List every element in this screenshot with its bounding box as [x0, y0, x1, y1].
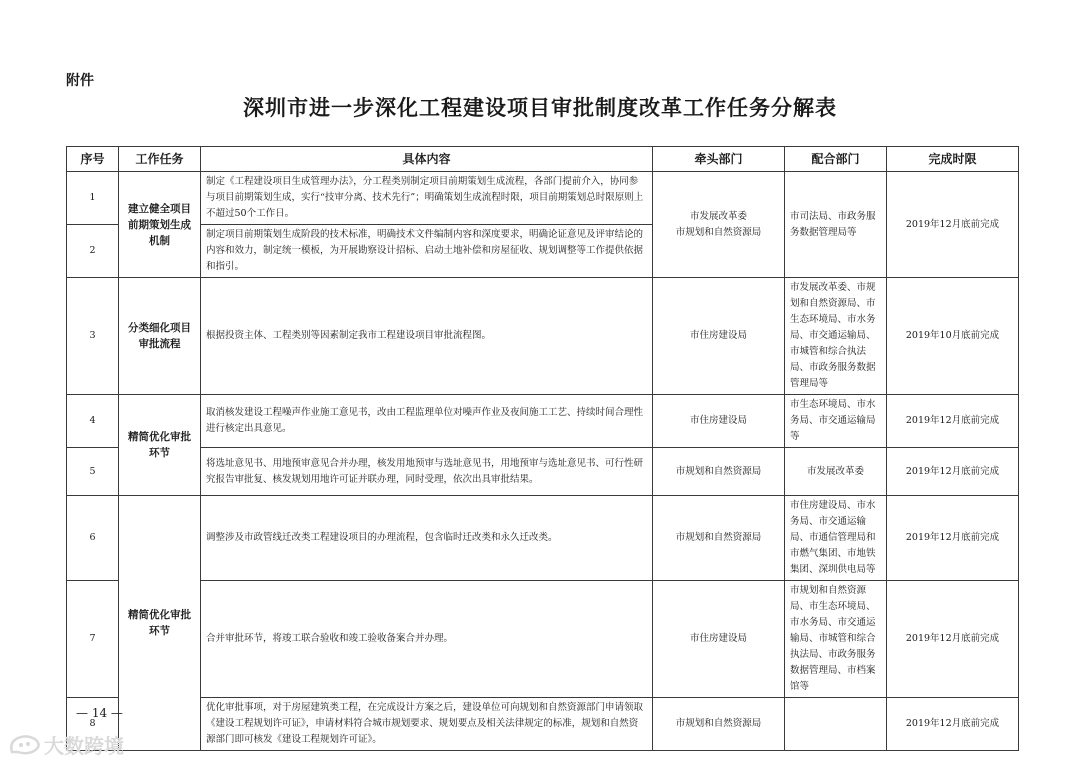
row-lead: 市住房建设局 — [653, 278, 785, 395]
header-seq: 序号 — [67, 147, 119, 172]
table-header-row — [67, 147, 1019, 172]
table-row — [67, 581, 1019, 698]
row-seq: 2 — [67, 225, 119, 278]
row-deadline: 2019年12月底前完成 — [887, 496, 1019, 581]
row-seq: 8 — [67, 698, 119, 751]
row-coop — [785, 698, 887, 751]
row-seq: 5 — [67, 448, 119, 496]
row-coop: 市住房建设局、市水务局、市交通运输局、市通信管理局和市燃气集团、市地铁集团、深圳供电局等 — [785, 496, 887, 581]
table-row — [67, 448, 1019, 496]
row-task: 精简优化审批环节 — [119, 395, 201, 496]
row-lead: 市发展改革委 市规划和自然资源局 — [653, 172, 785, 278]
watermark-text: 大数跨境 — [44, 734, 124, 758]
row-deadline: 2019年10月底前完成 — [887, 278, 1019, 395]
page-number: — 14 — — [76, 706, 123, 720]
row-deadline: 2019年12月底前完成 — [887, 172, 1019, 278]
row-lead: 市住房建设局 — [653, 395, 785, 448]
row-deadline: 2019年12月底前完成 — [887, 395, 1019, 448]
row-lead: 市规划和自然资源局 — [653, 448, 785, 496]
bubble-logo-icon — [8, 732, 42, 758]
table-row — [67, 172, 1019, 225]
table-row — [67, 395, 1019, 448]
row-lead: 市住房建设局 — [653, 581, 785, 698]
row-content: 调整涉及市政管线迁改类工程建设项目的办理流程，包含临时迁改类和永久迁改类。 — [201, 496, 653, 581]
row-seq: 1 — [67, 172, 119, 225]
row-seq: 6 — [67, 496, 119, 581]
row-content: 制定项目前期策划生成阶段的技术标准，明确技术文件编制内容和深度要求，明确论证意见及评审结论的内容和效力，制定统一模板，为开展勘察设计招标、启动土地补偿和房屋征收、规划调整等工作提供依据和指引。 — [201, 225, 653, 278]
header-content: 具体内容 — [201, 147, 653, 172]
row-deadline: 2019年12月底前完成 — [887, 448, 1019, 496]
row-content: 合并审批环节，将竣工联合验收和竣工验收备案合并办理。 — [201, 581, 653, 698]
header-deadline: 完成时限 — [887, 147, 1019, 172]
row-coop: 市司法局、市政务服务数据管理局等 — [785, 172, 887, 278]
document-title: 深圳市进一步深化工程建设项目审批制度改革工作任务分解表 — [243, 95, 837, 120]
row-lead: 市规划和自然资源局 — [653, 496, 785, 581]
row-content: 取消核发建设工程噪声作业施工意见书，改由工程监理单位对噪声作业及夜间施工工艺、持续时间合理性进行核定出具意见。 — [201, 395, 653, 448]
table-row — [67, 278, 1019, 395]
row-seq: 3 — [67, 278, 119, 395]
row-coop: 市生态环境局、市水务局、市交通运输局等 — [785, 395, 887, 448]
row-seq: 4 — [67, 395, 119, 448]
row-task: 分类细化项目审批流程 — [119, 278, 201, 395]
row-task: 建立健全项目前期策划生成机制 — [119, 172, 201, 278]
row-deadline: 2019年12月底前完成 — [887, 698, 1019, 751]
row-content: 将选址意见书、用地预审意见合并办理，核发用地预审与选址意见书，用地预审与选址意见书、可行性研究报告审批复、核发规划用地许可证并联办理，同时受理，依次出具审批结果。 — [201, 448, 653, 496]
row-task: 精简优化审批环节 — [119, 496, 201, 751]
row-coop: 市发展改革委、市规划和自然资源局、市生态环境局、市水务局、市交通运输局、市城管和综合执法局、市政务服务数据管理局等 — [785, 278, 887, 395]
row-coop: 市发展改革委 — [785, 448, 887, 496]
table-row — [67, 496, 1019, 581]
header-lead: 牵头部门 — [653, 147, 785, 172]
row-seq: 7 — [67, 581, 119, 698]
row-content: 优化审批事项，对于房屋建筑类工程，在完成设计方案之后，建设单位可向规划和自然资源部门申请领取《建设工程规划许可证》，申请材料符合城市规划要求、规划要点及相关法律规定的标准，规划和自然资源部门即可核发《建设工程规划许可证》。 — [201, 698, 653, 751]
header-coop: 配合部门 — [785, 147, 887, 172]
row-lead: 市规划和自然资源局 — [653, 698, 785, 751]
row-content: 根据投资主体、工程类别等因素制定我市工程建设项目审批流程图。 — [201, 278, 653, 395]
header-task: 工作任务 — [119, 147, 201, 172]
table-row — [67, 698, 1019, 751]
row-content: 制定《工程建设项目生成管理办法》，分工程类别制定项目前期策划生成流程，各部门提前介入，协同参与项目前期策划生成，实行“技审分离、技术先行”；明确策划生成流程时限，项目前期策划总时限原则上不超过50个工作日。 — [201, 172, 653, 225]
watermark — [8, 730, 124, 759]
attachment-label: 附件 — [66, 73, 94, 89]
task-table — [66, 146, 1019, 751]
row-coop: 市规划和自然资源局、市生态环境局、市水务局、市交通运输局、市城管和综合执法局、市政务服务数据管理局、市档案馆等 — [785, 581, 887, 698]
row-deadline: 2019年12月底前完成 — [887, 581, 1019, 698]
